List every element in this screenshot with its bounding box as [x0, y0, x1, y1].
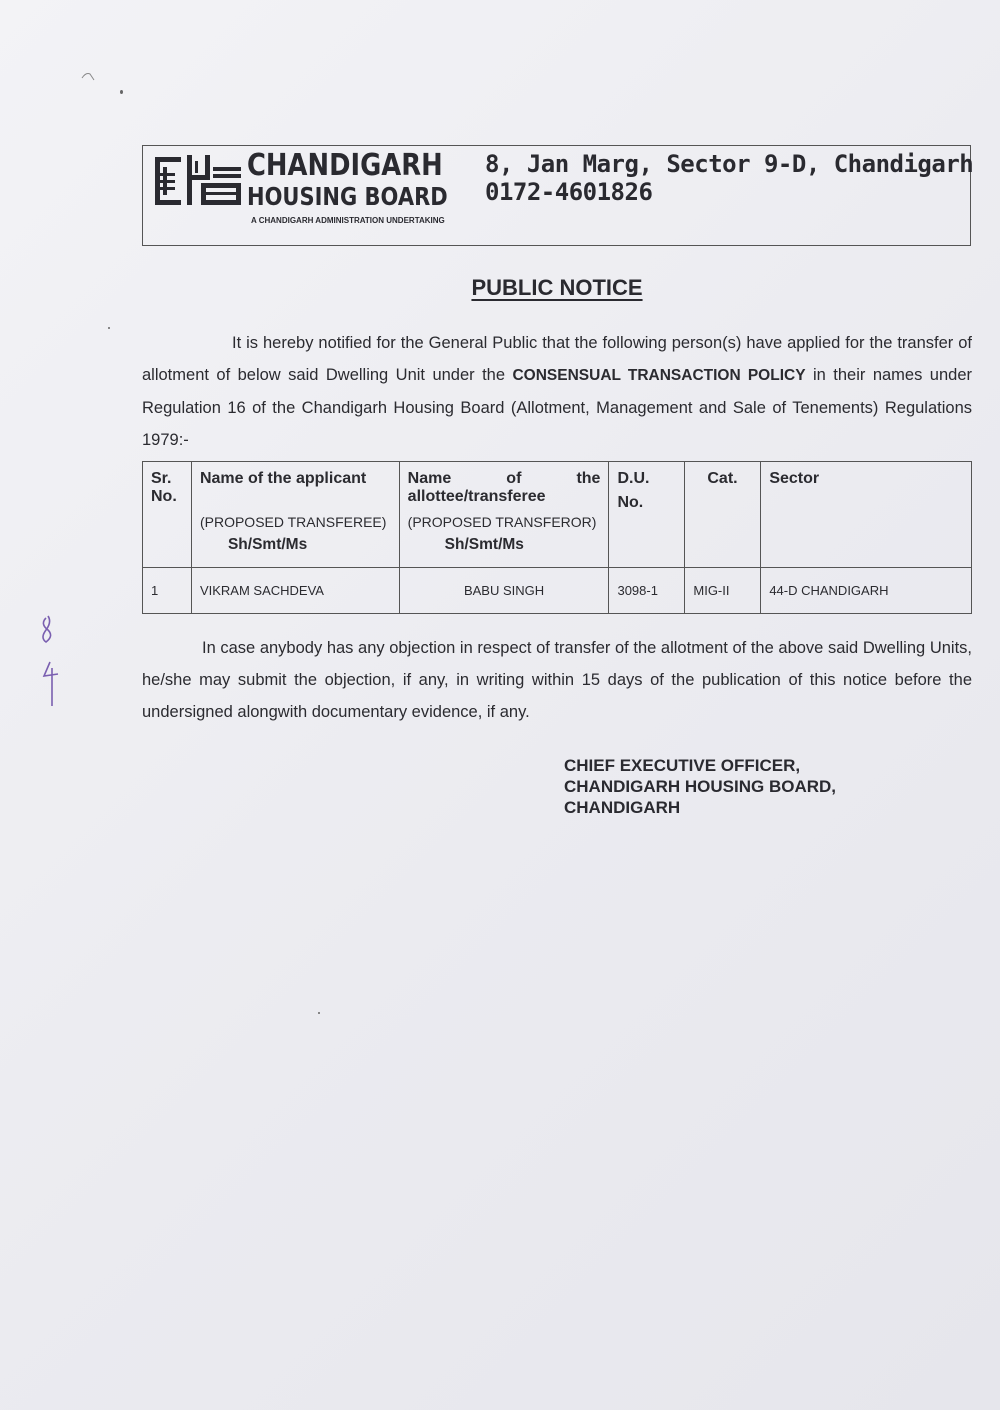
header-du-no: [609, 462, 685, 568]
header-du-line2: No.: [617, 494, 644, 511]
objection-paragraph: [142, 632, 972, 728]
scan-speck: [108, 327, 110, 329]
header-allottee-word1: Name: [407, 470, 452, 487]
signature-block: [564, 755, 836, 818]
header-allottee-line2: allottee/transferee: [407, 488, 546, 505]
org-tagline: A CHANDIGARH ADMINISTRATION UNDERTAKING: [251, 216, 445, 225]
header-applicant: [191, 462, 399, 568]
signature-line3: CHANDIGARH: [564, 798, 681, 817]
notice-title-wrap: [0, 275, 1000, 301]
header-applicant-salutation: Sh/Smt/Ms: [227, 536, 308, 553]
notice-title: PUBLIC NOTICE: [471, 275, 643, 300]
scan-mark: [80, 70, 100, 84]
objection-text: In case anybody has any objection in respect of transfer of the allotment of the above said Dwelling Units, he/she may submit the objection, if any, in writing within 15 days of the publication of this notice before the undersigned alongwith documentary evidence, if any.: [142, 639, 972, 721]
header-allottee-line1: [408, 470, 601, 488]
org-phone: 0172-4601826: [485, 178, 653, 206]
header-sr-line1: Sr.: [151, 470, 172, 487]
org-name-line2: HOUSING BOARD: [247, 182, 448, 211]
header-du-line1: D.U.: [617, 470, 650, 487]
header-sr-line2: No.: [151, 488, 177, 505]
org-name-line1: CHANDIGARH: [247, 148, 443, 183]
table-row: [143, 568, 972, 614]
header-applicant-sub: (PROPOSED TRANSFEREE): [199, 514, 387, 530]
letterhead: [142, 145, 974, 246]
header-allottee-salutation: Sh/Smt/Ms: [444, 536, 524, 553]
header-sr-no: [143, 462, 192, 568]
header-allottee-word3: the: [576, 470, 601, 487]
intro-paragraph: [142, 327, 972, 456]
chb-logo-icon: [153, 153, 245, 209]
intro-text-2: in their names under Regulation 16 of the Chandigarh Housing Board (Allotment, Management and Sale of Tenements) Regulations 1979:-: [142, 366, 972, 449]
cell-cat: MIG-II: [685, 568, 761, 614]
header-sector: Sector: [761, 462, 972, 568]
cell-sector: 44-D CHANDIGARH: [761, 568, 972, 614]
header-allottee-word2: of: [506, 470, 522, 487]
cell-applicant: VIKRAM SACHDEVA: [191, 568, 399, 614]
header-allottee: [399, 462, 609, 568]
intro-text-1: It is hereby notified for the General Public that the following person(s) have applied for the transfer of allotment of below said Dwelling Unit under the: [142, 334, 972, 384]
policy-name: CONSENSUAL TRANSACTION POLICY: [512, 367, 806, 384]
header-applicant-title: Name of the applicant: [199, 470, 367, 487]
cell-du-no: 3098-1: [609, 568, 685, 614]
scan-speck: [318, 1012, 320, 1014]
transfer-table: [142, 461, 972, 614]
handwritten-margin-mark: [36, 610, 66, 710]
signature-line2: CHANDIGARH HOUSING BOARD,: [564, 777, 836, 796]
signature-line1: CHIEF EXECUTIVE OFFICER,: [564, 756, 801, 775]
org-address: 8, Jan Marg, Sector 9-D, Chandigarh: [485, 150, 974, 178]
cell-allottee: BABU SINGH: [399, 568, 609, 614]
cell-sr: 1: [143, 568, 192, 614]
header-allottee-sub: (PROPOSED TRANSFEROR): [407, 514, 597, 530]
table-header-row: [143, 462, 972, 568]
scan-speck: [120, 90, 123, 94]
header-cat: Cat.: [685, 462, 761, 568]
